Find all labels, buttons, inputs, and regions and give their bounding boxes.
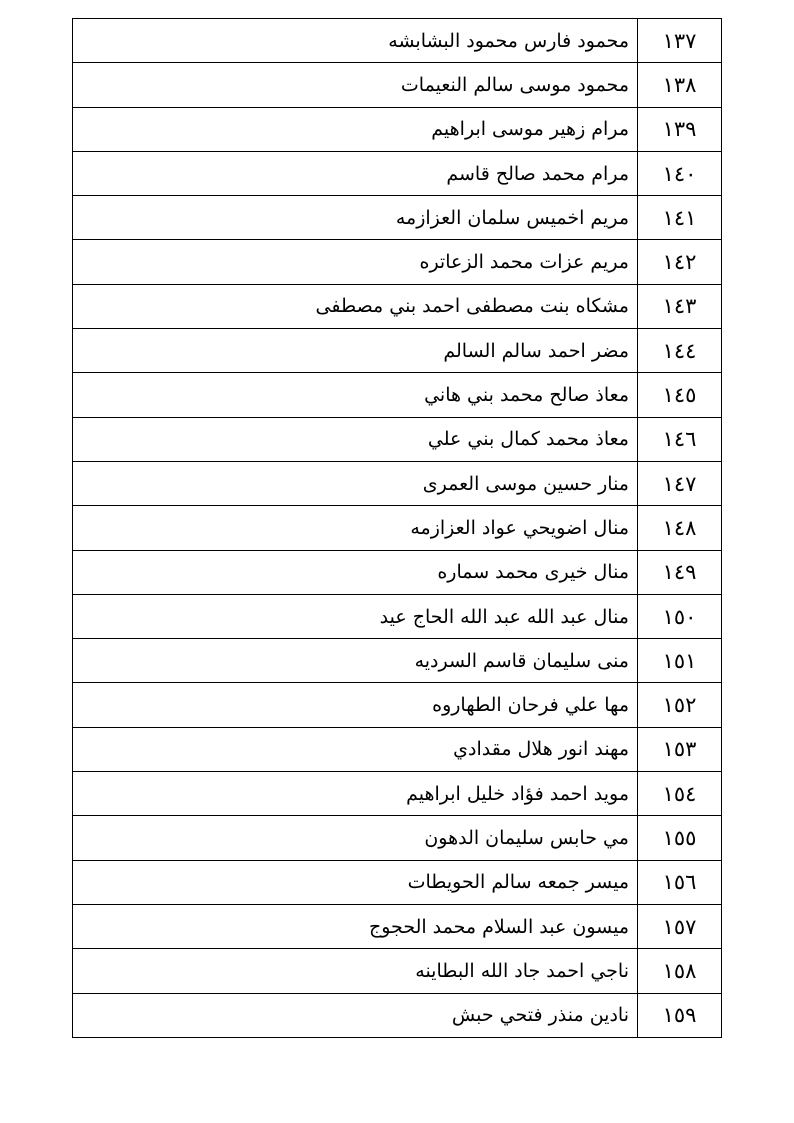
row-number: ١٤٥ <box>638 373 722 417</box>
row-number: ١٤٩ <box>638 550 722 594</box>
table-row <box>73 284 722 328</box>
table-row <box>73 639 722 683</box>
table-row <box>73 949 722 993</box>
table-row <box>73 683 722 727</box>
row-name: محمود موسى سالم النعيمات <box>73 63 638 107</box>
row-number: ١٤٠ <box>638 151 722 195</box>
table-row <box>73 461 722 505</box>
row-number: ١٥٩ <box>638 993 722 1037</box>
row-number: ١٥٤ <box>638 772 722 816</box>
names-table <box>72 18 722 1038</box>
row-number: ١٤٦ <box>638 417 722 461</box>
row-number: ١٥٠ <box>638 594 722 638</box>
row-name: منى سليمان قاسم السرديه <box>73 639 638 683</box>
row-name: مها علي فرحان الطهاروه <box>73 683 638 727</box>
table-row <box>73 816 722 860</box>
table-row <box>73 550 722 594</box>
row-name: مويد احمد فؤاد خليل ابراهيم <box>73 772 638 816</box>
row-name: مشكاه بنت مصطفى احمد بني مصطفى <box>73 284 638 328</box>
row-name: مرام زهير موسى ابراهيم <box>73 107 638 151</box>
row-name: ميسون عبد السلام محمد الحجوج <box>73 904 638 948</box>
row-number: ١٥٥ <box>638 816 722 860</box>
row-name: منال خيرى محمد سماره <box>73 550 638 594</box>
row-name: ناجي احمد جاد الله البطاينه <box>73 949 638 993</box>
row-name: نادين منذر فتحي حبش <box>73 993 638 1037</box>
row-name: منال عبد الله عبد الله الحاج عيد <box>73 594 638 638</box>
row-name: مضر احمد سالم السالم <box>73 329 638 373</box>
table-row <box>73 373 722 417</box>
row-number: ١٤٧ <box>638 461 722 505</box>
row-name: منال اضويحي عواد العزازمه <box>73 506 638 550</box>
row-number: ١٤٤ <box>638 329 722 373</box>
table-row <box>73 196 722 240</box>
row-number: ١٥٧ <box>638 904 722 948</box>
row-number: ١٤٣ <box>638 284 722 328</box>
table-row <box>73 594 722 638</box>
row-name: مهند انور هلال مقدادي <box>73 727 638 771</box>
row-number: ١٥٨ <box>638 949 722 993</box>
table-row <box>73 19 722 63</box>
table-row <box>73 727 722 771</box>
table-row <box>73 63 722 107</box>
table-row <box>73 151 722 195</box>
table-row <box>73 860 722 904</box>
row-name: مريم اخميس سلمان العزازمه <box>73 196 638 240</box>
table-row <box>73 107 722 151</box>
row-number: ١٥٢ <box>638 683 722 727</box>
table-row <box>73 904 722 948</box>
row-number: ١٣٩ <box>638 107 722 151</box>
table-row <box>73 329 722 373</box>
row-number: ١٤٢ <box>638 240 722 284</box>
table-row <box>73 417 722 461</box>
row-number: ١٣٧ <box>638 19 722 63</box>
table-row <box>73 993 722 1037</box>
row-number: ١٤٨ <box>638 506 722 550</box>
row-name: ميسر جمعه سالم الحويطات <box>73 860 638 904</box>
row-name: معاذ محمد كمال بني علي <box>73 417 638 461</box>
row-name: مرام محمد صالح قاسم <box>73 151 638 195</box>
row-number: ١٥١ <box>638 639 722 683</box>
row-name: منار حسين موسى العمرى <box>73 461 638 505</box>
table-row <box>73 240 722 284</box>
table-row <box>73 772 722 816</box>
row-name: معاذ صالح محمد بني هاني <box>73 373 638 417</box>
row-number: ١٥٦ <box>638 860 722 904</box>
row-name: مريم عزات محمد الزعاتره <box>73 240 638 284</box>
row-number: ١٣٨ <box>638 63 722 107</box>
row-number: ١٤١ <box>638 196 722 240</box>
row-name: محمود فارس محمود البشابشه <box>73 19 638 63</box>
table-row <box>73 506 722 550</box>
row-name: مي حابس سليمان الدهون <box>73 816 638 860</box>
row-number: ١٥٣ <box>638 727 722 771</box>
names-table-body <box>73 19 722 1038</box>
